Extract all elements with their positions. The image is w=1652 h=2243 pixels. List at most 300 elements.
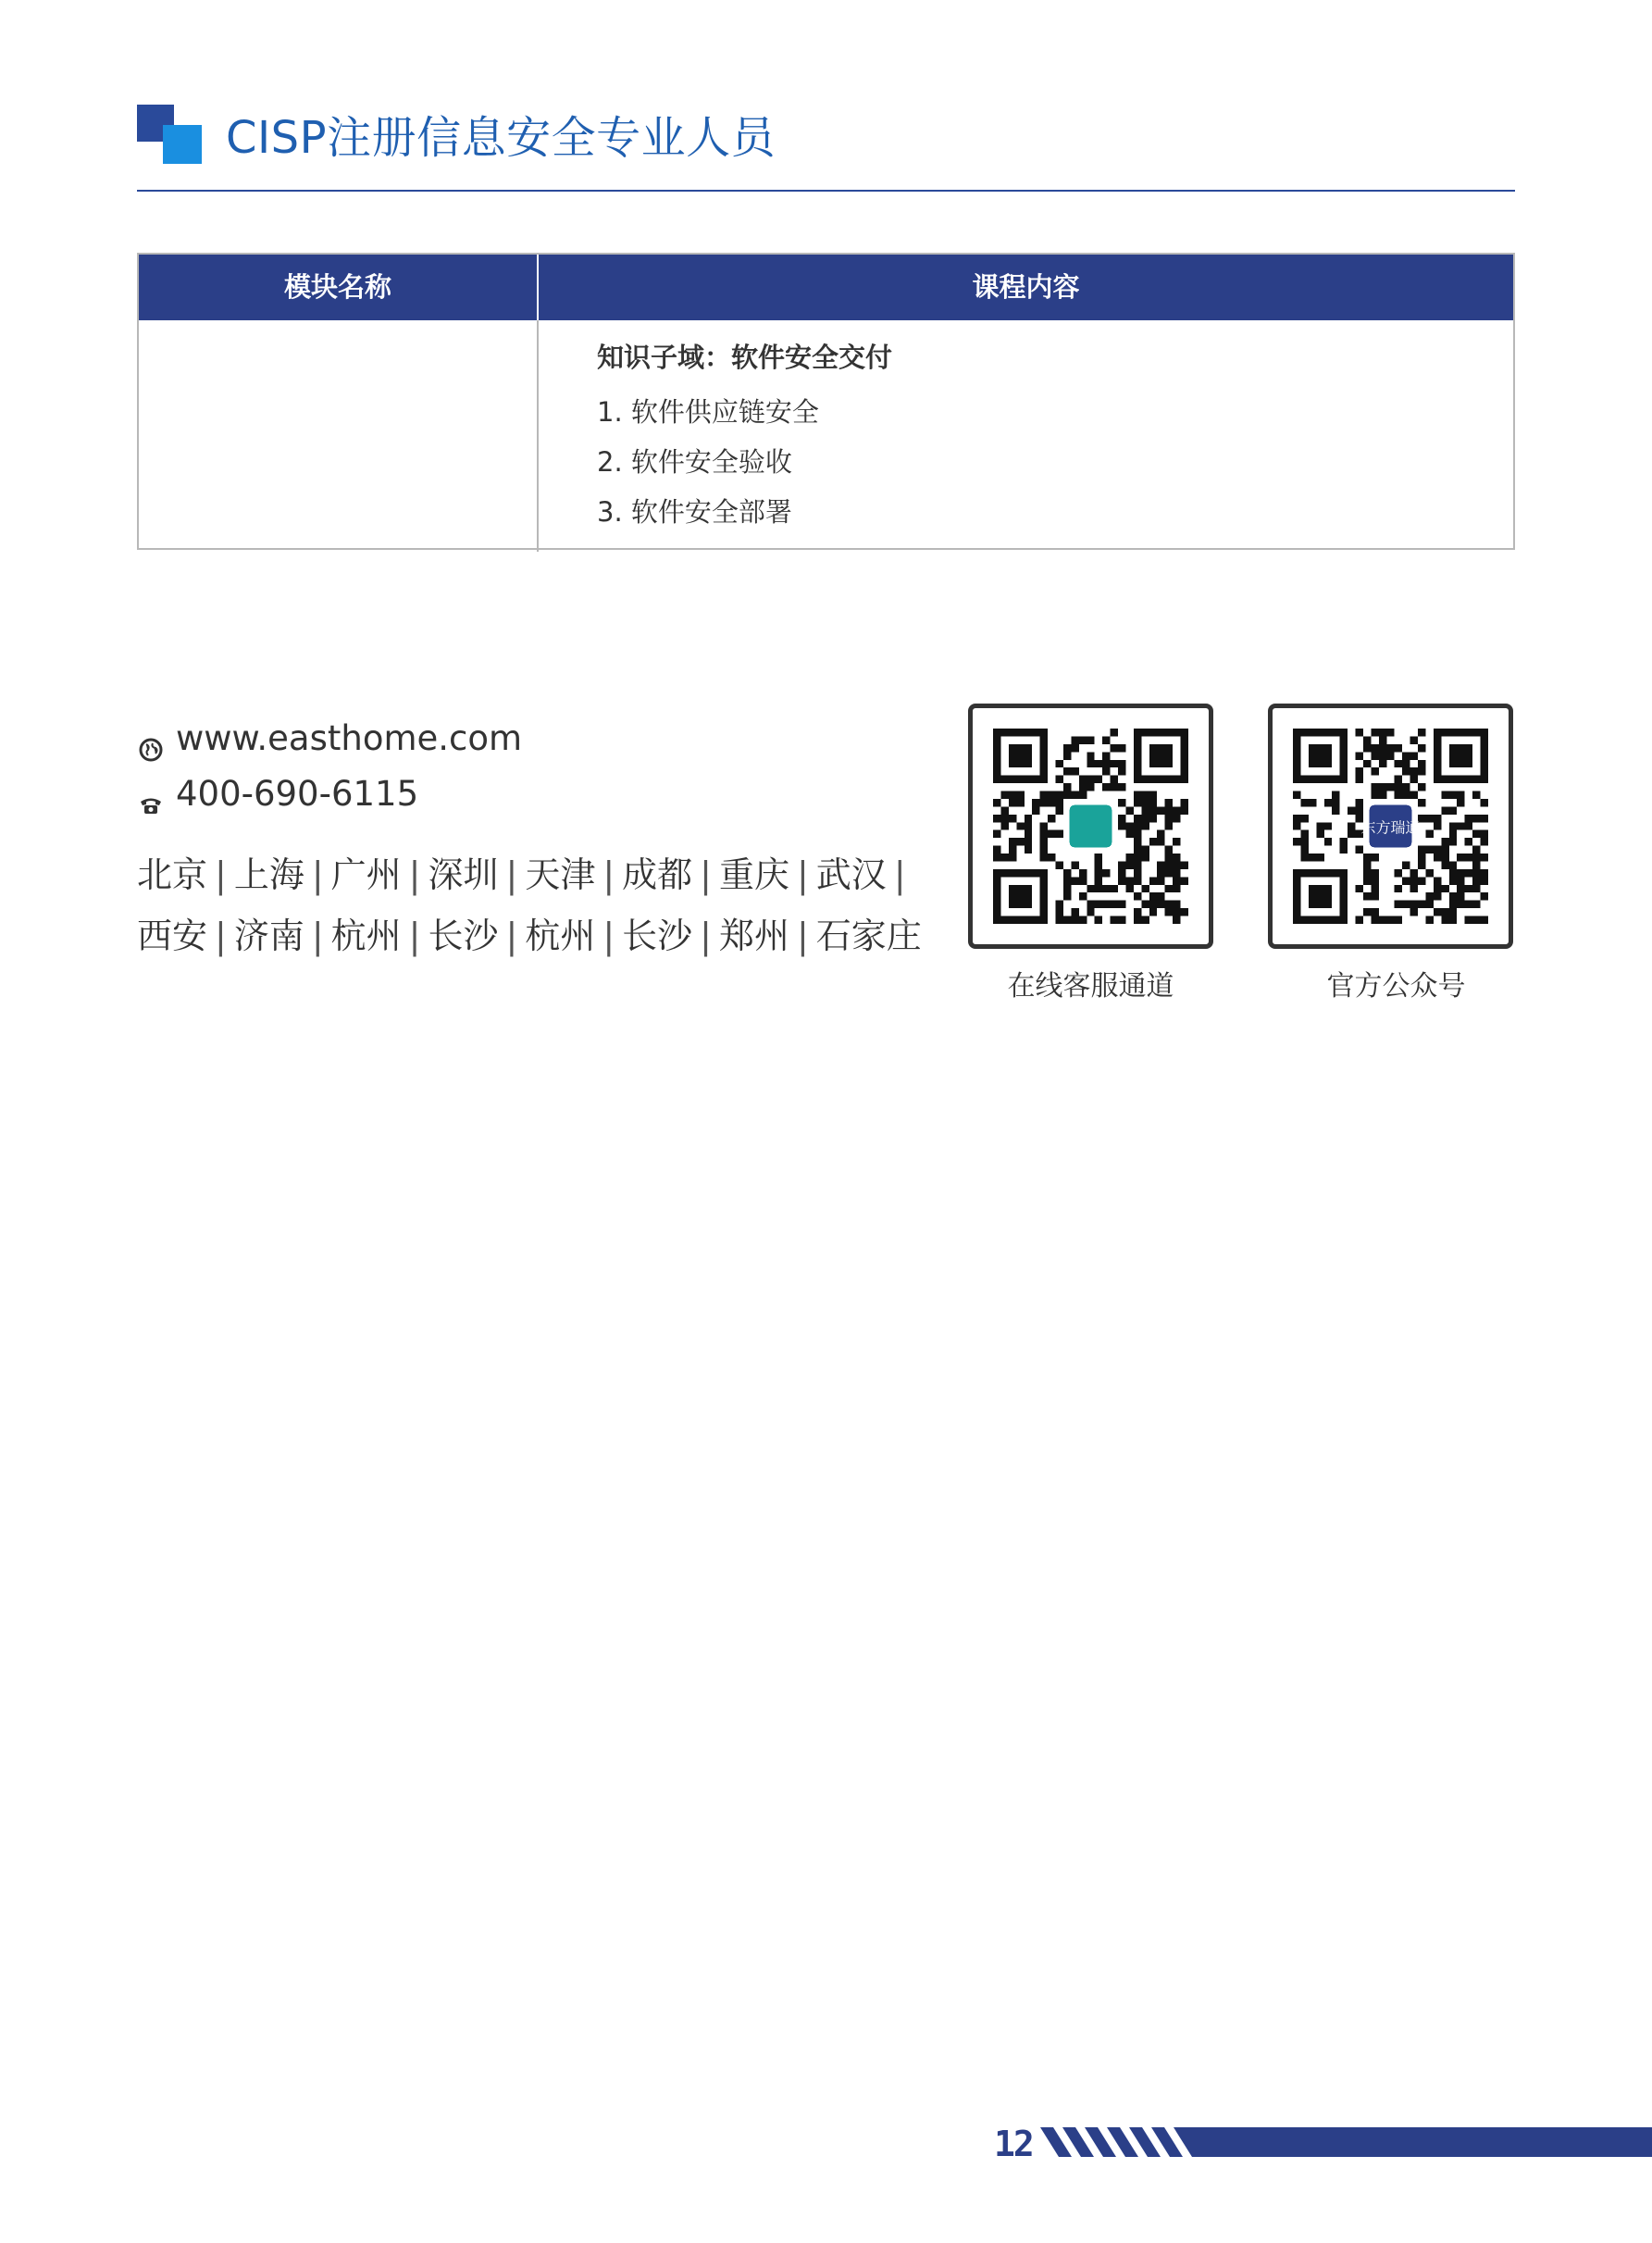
qr-module: [1118, 861, 1125, 868]
qr-module: [1134, 830, 1141, 838]
qr-module: [1465, 901, 1472, 908]
qr-module: [1181, 799, 1188, 806]
qr-module: [1395, 885, 1402, 892]
qr-module: [1449, 869, 1457, 877]
city-separator: |: [408, 854, 421, 895]
qr-module: [1134, 869, 1141, 877]
cell-module-name: [139, 320, 537, 550]
qr-module: [1087, 901, 1094, 908]
qr-module: [1386, 752, 1394, 759]
qr-module: [1363, 861, 1371, 868]
qr-module: [1425, 815, 1433, 822]
qr-module: [993, 854, 1000, 861]
qr-module: [1371, 892, 1378, 900]
qr-module: [1141, 822, 1149, 829]
qr-module: [1402, 752, 1410, 759]
qr-module: [1465, 822, 1472, 829]
qr-module: [1457, 822, 1464, 829]
qr-module: [1449, 908, 1457, 916]
qr-module: [1402, 861, 1410, 868]
city-separator: |: [602, 854, 615, 895]
qr-module: [1141, 791, 1149, 799]
city: 成都: [622, 854, 693, 895]
qr-module: [1418, 877, 1425, 884]
qr-module: [1472, 885, 1480, 892]
qr-module: [1371, 729, 1378, 736]
qr-module: [1402, 791, 1410, 799]
qr-module: [1134, 916, 1141, 924]
qr-module: [1173, 806, 1180, 814]
qr-module: [1402, 877, 1410, 884]
qr-module: [1418, 799, 1425, 806]
page-title: CISP注册信息安全专业人员: [226, 112, 776, 164]
qr-module: [1434, 908, 1441, 916]
qr-module: [1134, 854, 1141, 861]
website-row: [137, 713, 522, 765]
qr-module: [1481, 830, 1488, 838]
qr-module: [1410, 869, 1418, 877]
qr-module: [1087, 783, 1094, 791]
qr-module: [1441, 908, 1448, 916]
qr-module: [1056, 830, 1063, 838]
qr-module: [1316, 830, 1323, 838]
qr-module: [1173, 869, 1180, 877]
qr-module: [1410, 877, 1418, 884]
qr-module: [1300, 838, 1308, 845]
qr-module: [1025, 838, 1032, 845]
qr-module: [1425, 892, 1433, 900]
city-list-line-2: [137, 905, 922, 966]
qr-module: [1134, 791, 1141, 799]
qr-module: [1165, 861, 1173, 868]
qr-module: [1434, 892, 1441, 900]
qr-module: [1434, 854, 1441, 861]
qr-module: [1009, 846, 1016, 854]
qr-module: [1079, 776, 1087, 783]
qr-module: [1087, 760, 1094, 767]
qr-module: [1149, 892, 1157, 900]
qr-module: [1371, 791, 1378, 799]
qr-finder-pattern: [1449, 744, 1472, 767]
qr-module: [1157, 892, 1164, 900]
qr-module: [1348, 822, 1355, 829]
qr-finder-pattern: [1009, 744, 1032, 767]
qr-module: [1118, 815, 1125, 822]
qr-module: [1087, 776, 1094, 783]
qr-module: [1134, 908, 1141, 916]
qr-module: [1363, 908, 1371, 916]
qr-module: [1040, 830, 1048, 838]
qr-module: [1379, 752, 1386, 759]
qr-module: [1111, 744, 1118, 752]
qr-module: [1472, 830, 1480, 838]
qr-module: [1134, 815, 1141, 822]
qr-module: [1293, 838, 1300, 845]
qr-module: [1465, 854, 1472, 861]
qr-module: [1125, 822, 1133, 829]
qr-finder-pattern: [1309, 885, 1332, 908]
qr-module: [1016, 838, 1024, 845]
qr-module: [1181, 908, 1188, 916]
qr-module: [1157, 830, 1164, 838]
qr-module: [1095, 760, 1102, 767]
qr-module: [1063, 752, 1071, 759]
qr-module: [1356, 799, 1363, 806]
qr-module: [1111, 776, 1118, 783]
qr-module: [1102, 901, 1110, 908]
phone-row: [137, 768, 418, 820]
qr-module: [1141, 885, 1149, 892]
qr-module: [1363, 744, 1371, 752]
qr-module: [1102, 869, 1110, 877]
qr-module: [1102, 736, 1110, 743]
qr-module: [1087, 908, 1094, 916]
qr-module: [1472, 901, 1480, 908]
course-item: 2. 软件安全验收: [597, 446, 792, 478]
qr-module: [1472, 854, 1480, 861]
qr-module: [1356, 916, 1363, 924]
qr-module: [1449, 916, 1457, 924]
qr-module: [1009, 838, 1016, 845]
city: 广州: [330, 854, 402, 895]
qr-module: [993, 846, 1000, 854]
qr-module: [1157, 838, 1164, 845]
customer-service-qr-code[interactable]: [968, 704, 1213, 949]
qr-module: [1340, 846, 1348, 854]
qr-module: [1449, 806, 1457, 814]
qr-module: [1118, 869, 1125, 877]
qr-module: [1025, 846, 1032, 854]
city: 重庆: [718, 854, 789, 895]
qr-module: [1472, 815, 1480, 822]
qr-module: [1079, 783, 1087, 791]
qr-module: [1465, 885, 1472, 892]
qr-module: [1000, 822, 1008, 829]
qr-module: [1063, 791, 1071, 799]
qr-module: [1102, 767, 1110, 775]
qr-module: [1449, 892, 1457, 900]
telephone-icon: [137, 782, 165, 810]
qr-module: [1340, 838, 1348, 845]
qr-module: [1071, 877, 1078, 884]
qr-module: [1111, 729, 1118, 736]
qr-module: [1481, 815, 1488, 822]
qr-module: [1472, 877, 1480, 884]
qr-module: [1063, 916, 1071, 924]
qr-module: [1418, 767, 1425, 775]
qr-module: [1149, 877, 1157, 884]
qr-module: [1102, 783, 1110, 791]
qr-module: [1102, 752, 1110, 759]
qr-module: [1056, 760, 1063, 767]
qr-module: [1441, 846, 1448, 854]
header-divider: [137, 190, 1515, 192]
official-account-qr-code[interactable]: [1268, 704, 1513, 949]
qr-module: [1371, 752, 1378, 759]
qr-module: [1418, 846, 1425, 854]
qr-module: [1472, 861, 1480, 868]
qr-module: [1418, 783, 1425, 791]
knowledge-subdomain: 知识子域：软件安全交付: [597, 342, 893, 373]
qr-module: [1025, 815, 1032, 822]
qr-module: [1481, 838, 1488, 845]
qr-module: [1449, 822, 1457, 829]
qr-module: [1141, 846, 1149, 854]
qr-module: [1016, 799, 1024, 806]
city: 郑州: [718, 916, 789, 956]
qr-module: [1025, 830, 1032, 838]
qr-module: [993, 815, 1000, 822]
qr-module: [1157, 869, 1164, 877]
qr-module: [1472, 916, 1480, 924]
qr-module: [1402, 767, 1410, 775]
city-separator: |: [215, 916, 227, 956]
city-separator: |: [505, 916, 518, 956]
qr-module: [1141, 854, 1149, 861]
city-separator: |: [505, 854, 518, 895]
qr-module: [1300, 830, 1308, 838]
qr-module: [1173, 861, 1180, 868]
qr-module: [1410, 908, 1418, 916]
qr-module: [1173, 916, 1180, 924]
qr-module: [1157, 877, 1164, 884]
qr-module: [1418, 901, 1425, 908]
course-item: 1. 软件供应链安全: [597, 396, 819, 428]
city-separator: |: [893, 854, 906, 895]
qr-module: [1048, 854, 1055, 861]
qr-module: [1141, 806, 1149, 814]
website-link[interactable]: www.easthome.com: [176, 718, 523, 758]
qr-module: [1441, 838, 1448, 845]
qr-module: [1040, 838, 1048, 845]
qr-module: [1118, 799, 1125, 806]
qr-module: [1040, 822, 1048, 829]
qr-module: [1356, 806, 1363, 814]
qr-module: [1395, 869, 1402, 877]
qr-module: [1173, 877, 1180, 884]
qr-module: [1173, 815, 1180, 822]
city-separator: |: [796, 854, 809, 895]
qr-module: [1056, 916, 1063, 924]
qr-module: [1102, 885, 1110, 892]
qr-module: [1000, 791, 1008, 799]
qr-module: [1481, 892, 1488, 900]
qr-module: [1095, 885, 1102, 892]
qr-module: [1095, 916, 1102, 924]
qr-module: [1118, 783, 1125, 791]
city: 长沙: [622, 916, 693, 956]
qr-module: [1356, 846, 1363, 854]
qr-module: [1441, 791, 1448, 799]
qr-module: [1048, 799, 1055, 806]
city-separator: |: [311, 916, 324, 956]
qr-module: [1118, 822, 1125, 829]
city: 上海: [233, 854, 304, 895]
qr-module: [1379, 744, 1386, 752]
qr-module: [1048, 830, 1055, 838]
qr-module: [1111, 760, 1118, 767]
qr-module: [1395, 776, 1402, 783]
qr-finder-pattern: [1149, 744, 1173, 767]
qr-module: [1009, 815, 1016, 822]
qr-finder-pattern: [1009, 885, 1032, 908]
qr-module: [1141, 901, 1149, 908]
qr-module: [1386, 916, 1394, 924]
qr-module: [1149, 799, 1157, 806]
qr-module: [1165, 822, 1173, 829]
qr-module: [1134, 838, 1141, 845]
qr-module: [1363, 736, 1371, 743]
qr-module: [1379, 760, 1386, 767]
qr-module: [1410, 736, 1418, 743]
qr-module: [1371, 744, 1378, 752]
qr-module: [1071, 908, 1078, 916]
qr-module: [1402, 760, 1410, 767]
qr-module: [1095, 901, 1102, 908]
qr-module: [1379, 916, 1386, 924]
qr-module: [1379, 783, 1386, 791]
qr-module: [1118, 901, 1125, 908]
city: 长沙: [428, 916, 499, 956]
qr-module: [1379, 791, 1386, 799]
qr-module: [1395, 744, 1402, 752]
cell-course-content: [539, 320, 1513, 550]
qr-module: [1425, 830, 1433, 838]
qr-module: [1425, 916, 1433, 924]
qr-module: [993, 799, 1000, 806]
qr-module: [1457, 885, 1464, 892]
qr-module: [1457, 791, 1464, 799]
customer-service-label: 在线客服通道: [1007, 970, 1174, 1003]
qr-module: [1071, 916, 1078, 924]
city: 北京: [137, 854, 208, 895]
qr-module: [1371, 869, 1378, 877]
qr-module: [1410, 767, 1418, 775]
qr-module: [1079, 916, 1087, 924]
qr-module: [1000, 854, 1008, 861]
qr-module: [1149, 806, 1157, 814]
qr-module: [1141, 916, 1149, 924]
city: 济南: [233, 916, 304, 956]
qr-module: [1434, 846, 1441, 854]
qr-module: [1149, 908, 1157, 916]
city: 深圳: [428, 854, 499, 895]
qr-module: [1434, 815, 1441, 822]
qr-module: [1134, 799, 1141, 806]
qr-center-badge: [1068, 804, 1113, 849]
qr-module: [1371, 885, 1378, 892]
qr-module: [1449, 877, 1457, 884]
qr-module: [1181, 877, 1188, 884]
qr-module: [1102, 760, 1110, 767]
city-list-line-1: [137, 844, 913, 905]
qr-module: [1165, 869, 1173, 877]
qr-module: [1371, 916, 1378, 924]
qr-module: [1425, 846, 1433, 854]
qr-module: [1324, 838, 1332, 845]
qr-module: [1157, 901, 1164, 908]
qr-module: [1481, 916, 1488, 924]
qr-module: [1300, 846, 1308, 854]
qr-module: [1465, 815, 1472, 822]
table-header-row: [139, 255, 1513, 320]
qr-module: [1457, 799, 1464, 806]
qr-module: [1095, 776, 1102, 783]
qr-module: [1009, 799, 1016, 806]
qr-module: [1079, 736, 1087, 743]
qr-module: [1149, 815, 1157, 822]
qr-code-pattern: [1293, 729, 1488, 924]
qr-module: [1309, 854, 1316, 861]
qr-module: [1040, 791, 1048, 799]
footer-stripe-decoration: [1040, 2127, 1652, 2157]
header-module-name: 模块名称: [283, 271, 391, 303]
course-item: 3. 软件安全部署: [597, 496, 792, 528]
qr-module: [1457, 892, 1464, 900]
qr-module: [1134, 861, 1141, 868]
qr-module: [1293, 815, 1300, 822]
qr-module: [1056, 791, 1063, 799]
qr-module: [1332, 799, 1339, 806]
qr-module: [1465, 838, 1472, 845]
qr-module: [1465, 916, 1472, 924]
phone-number[interactable]: 400-690-6115: [176, 774, 419, 814]
qr-module: [1348, 830, 1355, 838]
qr-module: [1472, 846, 1480, 854]
header-course-content: 课程内容: [972, 271, 1080, 303]
qr-module: [1418, 861, 1425, 868]
qr-module: [1418, 760, 1425, 767]
qr-module: [1481, 854, 1488, 861]
qr-module: [1316, 854, 1323, 861]
qr-module: [1087, 752, 1094, 759]
qr-module: [1481, 799, 1488, 806]
qr-module: [1063, 877, 1071, 884]
qr-module: [1056, 799, 1063, 806]
qr-module: [1095, 877, 1102, 884]
qr-module: [1410, 885, 1418, 892]
qr-module: [1173, 854, 1180, 861]
qr-module: [1111, 901, 1118, 908]
qr-module: [1165, 846, 1173, 854]
qr-module: [1071, 861, 1078, 868]
qr-module: [1141, 815, 1149, 822]
page-number: 12: [994, 2124, 1033, 2164]
qr-module: [1402, 901, 1410, 908]
qr-module: [1425, 901, 1433, 908]
qr-module: [1472, 791, 1480, 799]
qr-module: [1040, 854, 1048, 861]
qr-module: [1079, 892, 1087, 900]
qr-module: [1165, 799, 1173, 806]
official-account-label: 官方公众号: [1326, 970, 1466, 1003]
qr-module: [1371, 908, 1378, 916]
qr-module: [1087, 885, 1094, 892]
qr-module: [1371, 854, 1378, 861]
qr-module: [1356, 752, 1363, 759]
qr-module: [1457, 869, 1464, 877]
qr-module: [1000, 815, 1008, 822]
city: 石家庄: [815, 916, 922, 956]
qr-module: [1181, 806, 1188, 814]
qr-module: [1418, 854, 1425, 861]
qr-module: [1363, 869, 1371, 877]
qr-module: [1449, 861, 1457, 868]
qr-module: [1316, 822, 1323, 829]
qr-module: [1125, 885, 1133, 892]
qr-module: [1056, 908, 1063, 916]
city-separator: |: [700, 916, 712, 956]
